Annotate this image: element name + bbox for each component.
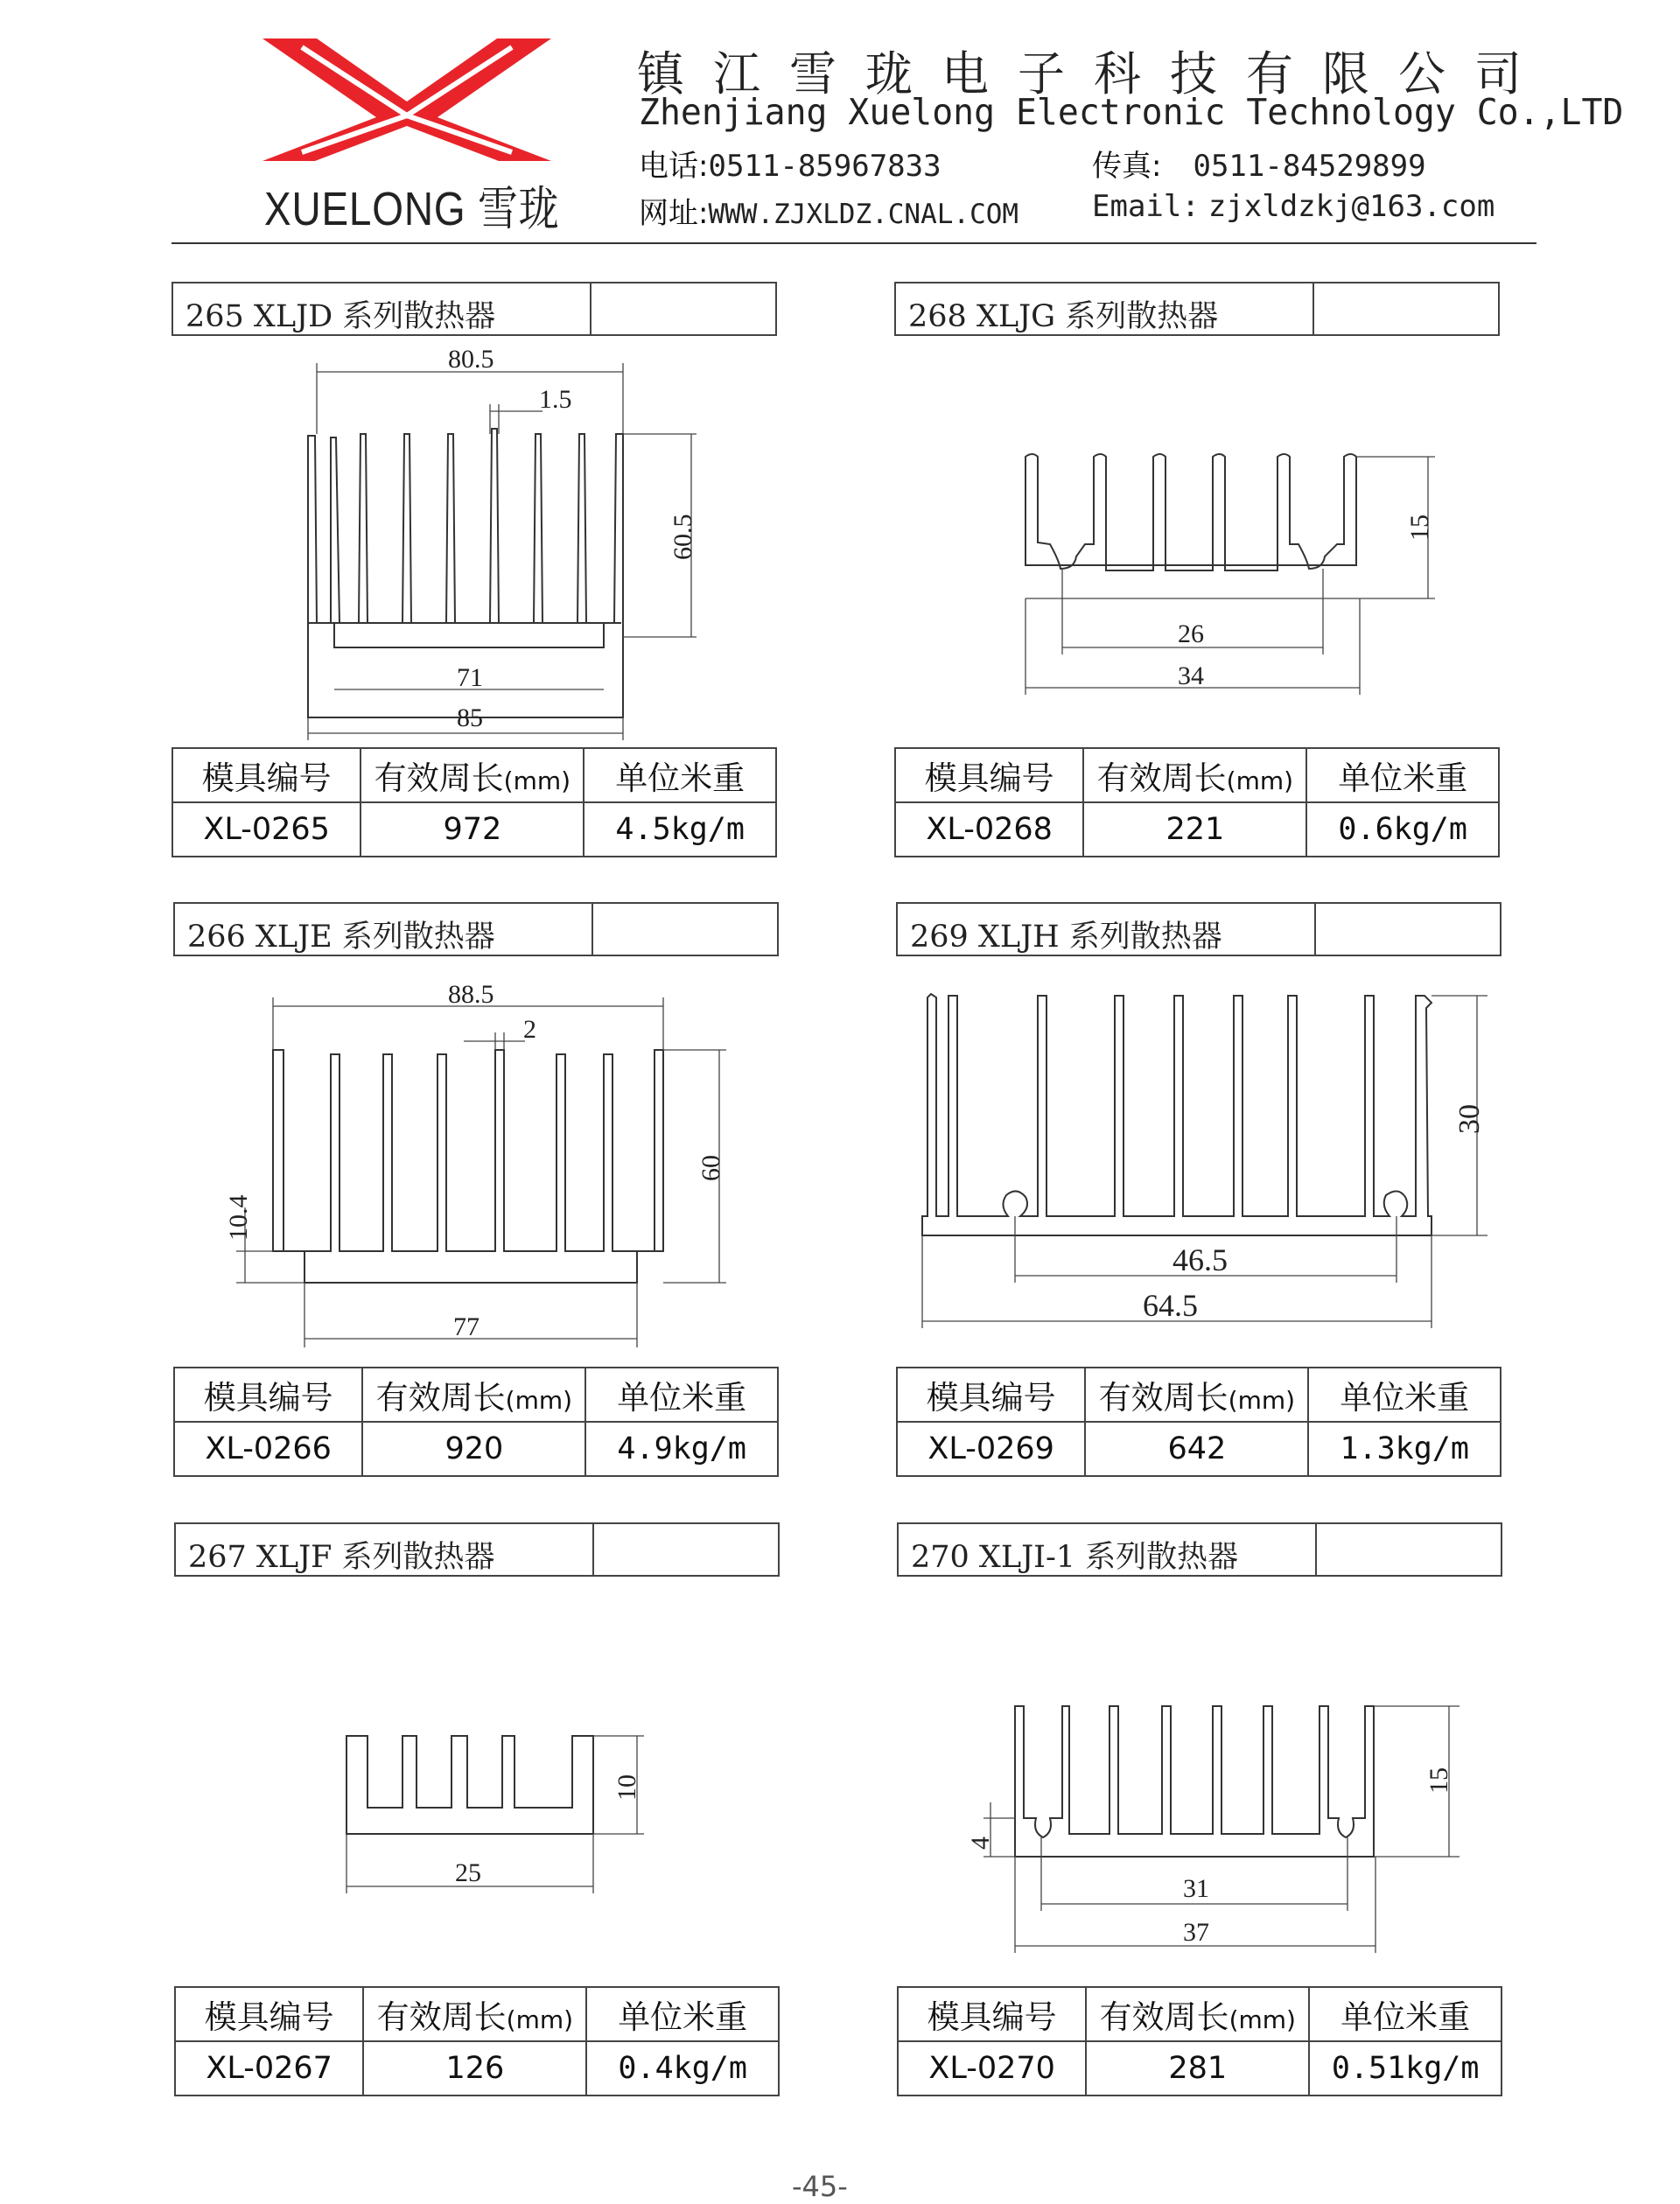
dim-267-height: 10 [612,1774,641,1801]
dim-266-fin: 2 [523,1015,536,1044]
header-perimeter: 有效周长(mm) [1086,1987,1309,2041]
contact-tel: 电话:0511-85967833 [639,149,942,184]
dim-265-fin: 1.5 [539,385,572,414]
fax-value: 0511-84529899 [1193,149,1426,184]
profile-270 [1015,1706,1374,1857]
page-number: -45- [792,2170,848,2203]
mold-value: XL-0265 [172,802,360,857]
header-perimeter: 有效周长(mm) [362,1368,585,1422]
spec-table-270 [897,1986,1502,2096]
dim-268-height: 15 [1405,514,1434,541]
weight-value: 1.3kg/m [1308,1422,1501,1476]
mold-value: XL-0267 [175,2041,363,2096]
section-title-267: 267 XLJF 系列散热器 [174,1522,780,1577]
header-perimeter: 有效周长(mm) [1083,748,1306,802]
contact-fax: 传真: 0511-84529899 [1092,149,1426,184]
perimeter-value: 126 [363,2041,586,2096]
dim-270-base: 4 [966,1837,995,1850]
header-weight: 单位米重 [1306,748,1499,802]
section-title-268: 268 XLJG 系列散热器 [894,282,1500,336]
dim-269-height: 30 [1453,1104,1486,1134]
header-perimeter: 有效周长(mm) [360,748,584,802]
dim-265-width: 85 [457,703,483,732]
spec-table-267 [174,1986,780,2096]
company-name-cn: 镇江雪珑电子科技有限公司 [637,46,1550,101]
header-perimeter: 有效周长(mm) [1085,1368,1308,1422]
brand-name: XUELONG 雪珑 [264,183,560,235]
dim-265-height: 60.5 [668,514,697,560]
perimeter-value: 642 [1085,1422,1308,1476]
profile-266 [273,1050,663,1283]
profile-269 [922,994,1432,1235]
spec-table-269 [896,1367,1502,1477]
dims-267 [346,1736,644,1893]
header-mold: 模具编号 [898,1987,1086,2041]
weight-value: 0.4kg/m [586,2041,779,2096]
dim-270-inner: 31 [1183,1874,1209,1903]
mold-value: XL-0270 [898,2041,1086,2096]
mold-value: XL-0266 [174,1422,362,1476]
header-mold: 模具编号 [175,1987,363,2041]
contact-web: 网址:WWW.ZJXLDZ.CNAL.COM [639,196,1019,231]
perimeter-value: 972 [360,802,584,857]
dims-266 [236,997,726,1347]
header-weight: 单位米重 [586,1987,779,2041]
header-mold: 模具编号 [172,748,360,802]
dims-268 [1026,457,1435,695]
header-perimeter: 有效周长(mm) [363,1987,586,2041]
header-mold: 模具编号 [897,1368,1085,1422]
dim-265-top: 80.5 [448,345,494,374]
dim-269-inner: 46.5 [1172,1242,1228,1277]
weight-value: 0.51kg/m [1309,2041,1502,2096]
section-title-269: 269 XLJH 系列散热器 [896,902,1502,956]
spec-table-268 [894,747,1500,857]
dim-270-width: 37 [1183,1918,1209,1947]
spec-table-265 [172,747,777,857]
dim-266-height: 60 [696,1155,725,1181]
contact-email: Email: zjxldzkj@163.com [1092,189,1495,224]
weight-value: 0.6kg/m [1306,802,1499,857]
perimeter-value: 920 [362,1422,585,1476]
dim-266-base: 10.4 [224,1194,253,1241]
weight-value: 4.9kg/m [585,1422,778,1476]
header-mold: 模具编号 [174,1368,362,1422]
spec-table-266 [173,1367,779,1477]
mold-value: XL-0269 [897,1422,1085,1476]
tel-value: 0511-85967833 [708,149,942,184]
weight-value: 4.5kg/m [584,802,776,857]
perimeter-value: 221 [1083,802,1306,857]
web-value: WWW.ZJXLDZ.CNAL.COM [708,199,1019,230]
dim-267-width: 25 [455,1858,481,1887]
section-title-265: 265 XLJD 系列散热器 [172,282,777,336]
dim-270-height: 15 [1424,1767,1453,1794]
perimeter-value: 281 [1086,2041,1309,2096]
header-weight: 单位米重 [584,748,776,802]
email-value: zjxldzkj@163.com [1208,189,1495,224]
header-weight: 单位米重 [1308,1368,1501,1422]
section-title-266: 266 XLJE 系列散热器 [173,902,779,956]
profile-267 [346,1736,593,1834]
dim-269-width: 64.5 [1143,1288,1198,1323]
dim-268-inner: 26 [1178,619,1204,648]
dims-269 [922,996,1488,1328]
header-weight: 单位米重 [585,1368,778,1422]
section-title-270: 270 XLJI-1 系列散热器 [897,1522,1502,1577]
dim-266-top: 88.5 [448,980,494,1009]
company-name-en: Zhenjiang Xuelong Electronic Technology Co.,LTD [639,91,1624,133]
dim-268-width: 34 [1178,661,1204,690]
header-weight: 单位米重 [1309,1987,1502,2041]
dim-265-inner: 71 [457,663,483,692]
mold-value: XL-0268 [895,802,1083,857]
header-mold: 模具编号 [895,748,1083,802]
dim-266-width: 77 [453,1312,480,1341]
profile-268 [1026,454,1356,570]
